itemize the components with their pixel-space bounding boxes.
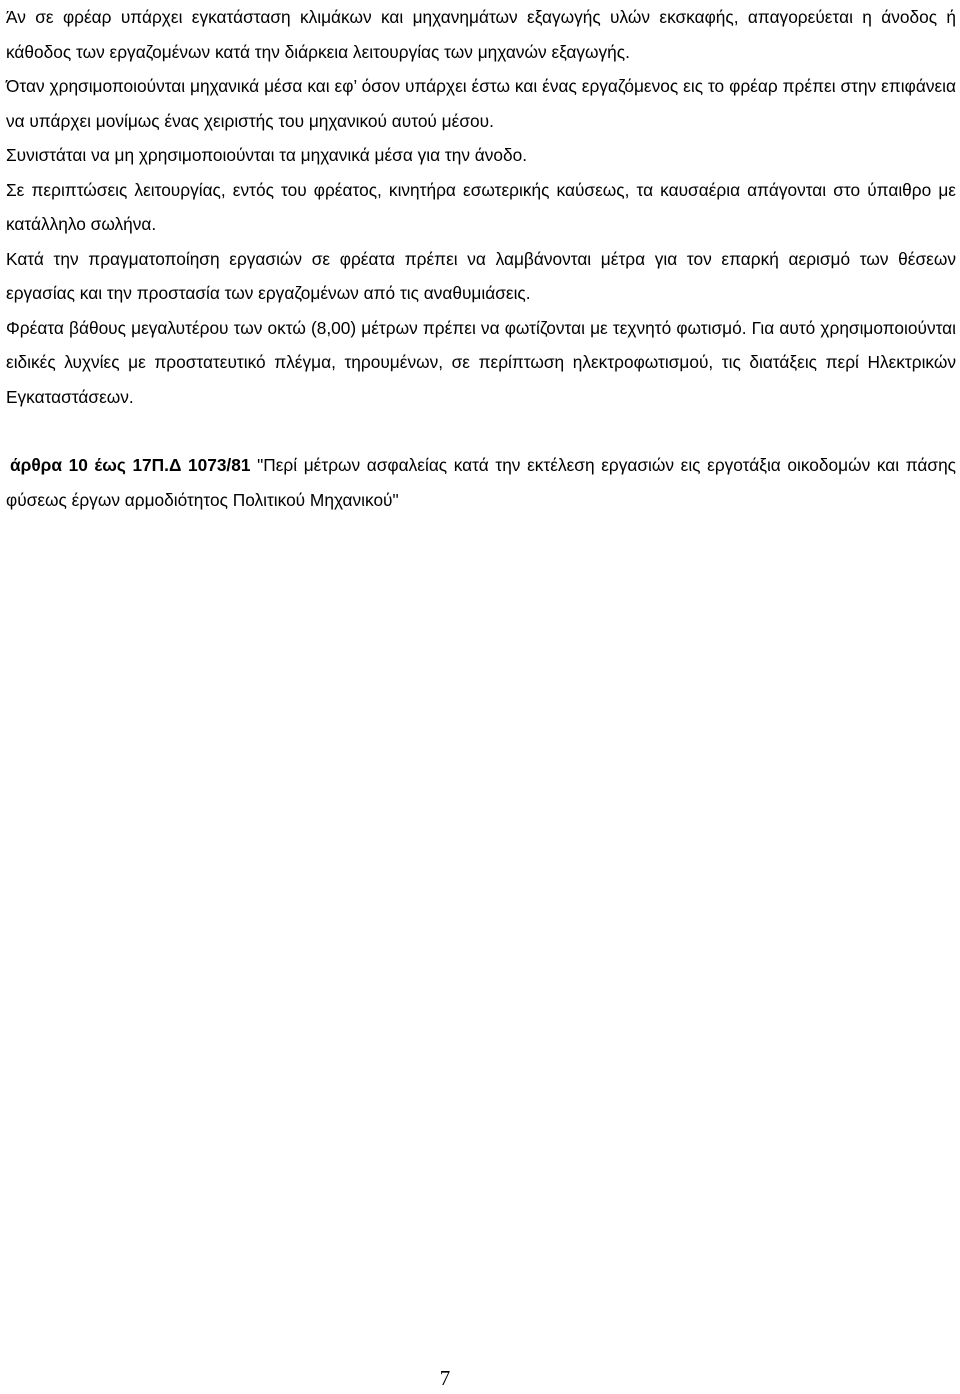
legal-reference-articles: άρθρα 10 έως 17Π.Δ 1073/81	[10, 455, 251, 475]
legal-reference	[6, 448, 956, 517]
legal-reference-title: "Περί μέτρων ασφαλείας κατά την εκτέλεση εργασιών εις εργοτάξια οικοδομών και πάσης φύσεως έργων αρμοδιότητος Πολιτικού Μηχανικού"	[6, 455, 957, 510]
document-body	[6, 0, 956, 517]
paragraph-artificial-lighting: Φρέατα βάθους μεγαλυτέρου των οκτώ (8,00) μέτρων πρέπει να φωτίζονται με τεχνητό φωτισμό. Για αυτό χρησιμοποιούνται ειδικές λυχνίες με προστατευτικό πλέγμα, τηρουμένων, σε περίπτωση ηλεκτροφωτισμού, τις διατάξεις περί Ηλεκτρικών Εγκαταστάσεων.	[6, 317, 956, 407]
page-number: 7	[439, 1366, 451, 1390]
paragraph-ventilation: Κατά την πραγματοποίηση εργασιών σε φρέατα πρέπει να λαμβάνονται μέτρα για τον επαρκή αερισμό των θέσεων εργασίας και την προστασία των εργαζομένων από τις αναθυμιάσεις.	[6, 248, 956, 303]
paragraph-exhaust-gases: Σε περιπτώσεις λειτουργίας, εντός του φρέατος, κινητήρα εσωτερικής καύσεως, τα καυσαέρια απάγονται στο ύπαιθρο με κατάλληλο σωλήνα.	[6, 179, 956, 234]
paragraph-spacer	[6, 414, 956, 448]
paragraph-ascent-recommendation: Συνιστάται να μη χρησιμοποιούνται τα μηχανικά μέσα για την άνοδο.	[6, 145, 528, 165]
paragraph-shaft-ladders: Άν σε φρέαρ υπάρχει εγκατάσταση κλιμάκων και μηχανημάτων εξαγωγής υλών εκσκαφής, απαγορεύεται η άνοδος ή κάθοδος των εργαζομένων κατά την διάρκεια λειτουργίας των μηχανών εξαγωγής.	[6, 7, 956, 62]
paragraph-mechanical-means-operator: Όταν χρησιμοποιούνται μηχανικά μέσα και εφ’ όσον υπάρχει έστω και ένας εργαζόμενος εις το φρέαρ πρέπει στην επιφάνεια να υπάρχει μονίμως ένας χειριστής του μηχανικού αυτού μέσου.	[6, 76, 956, 131]
